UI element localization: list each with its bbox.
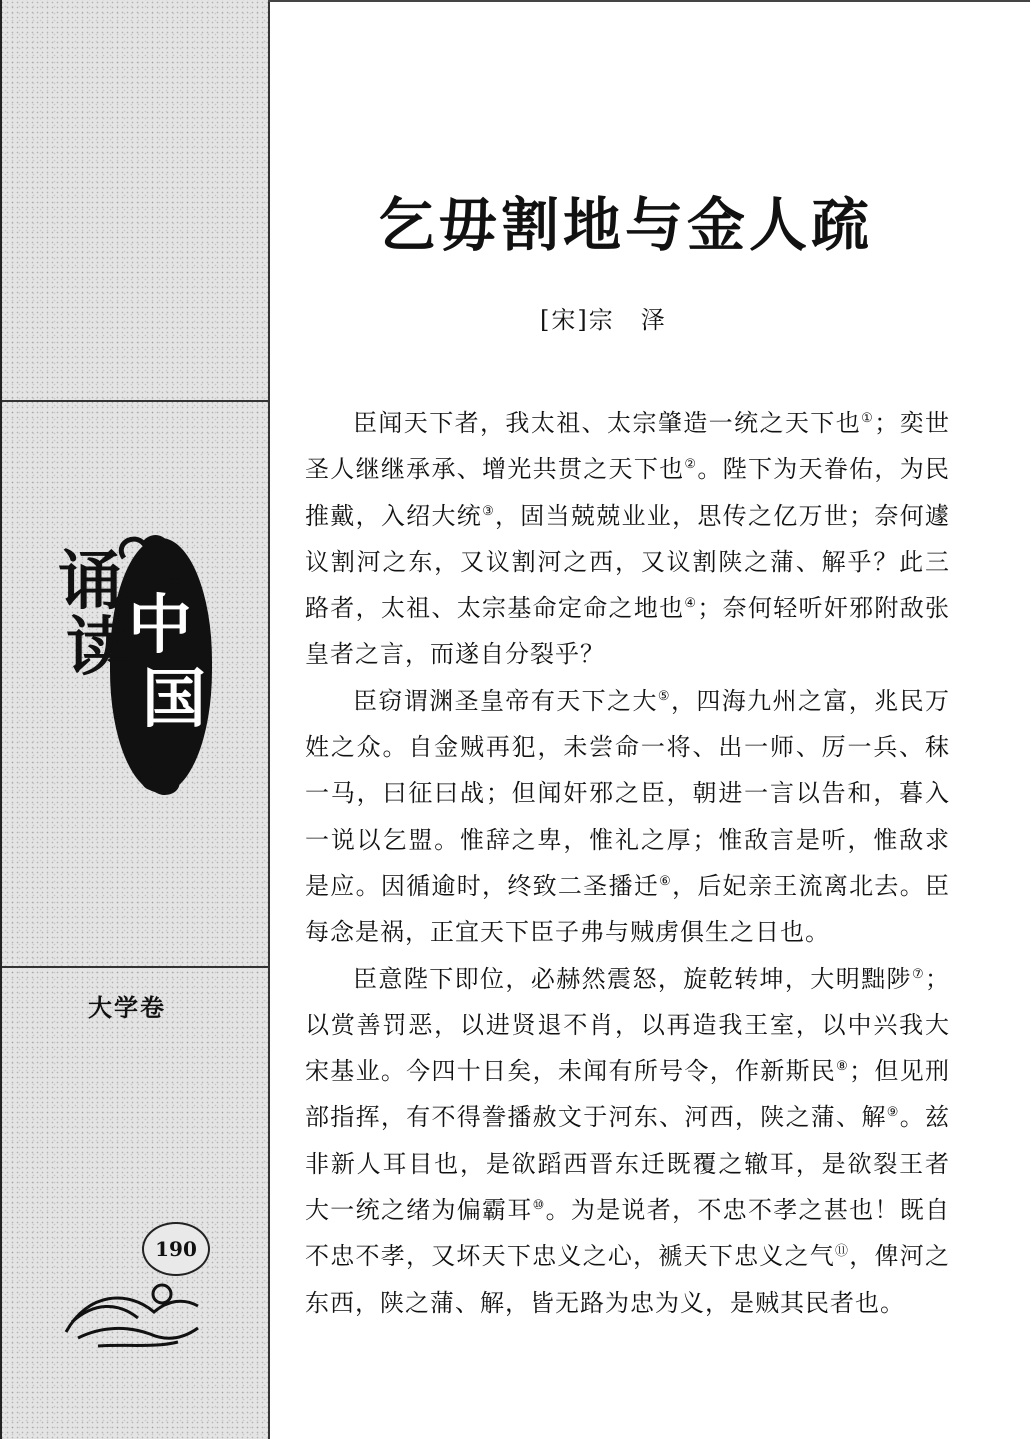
bird-ornament-icon bbox=[58, 1272, 208, 1352]
paragraph-text: ；奕世圣人继继承承、增光共贯之天下也 bbox=[305, 409, 950, 484]
footnote-marker[interactable]: ⑪ bbox=[835, 1244, 850, 1260]
footnote-marker[interactable]: ⑦ bbox=[911, 966, 925, 982]
footnote-marker[interactable]: ⑩ bbox=[532, 1198, 546, 1214]
left-edge-line bbox=[0, 0, 2, 1439]
paragraph-text: ；以赏善罚恶，以进贤退不肖，以再造我王室，以中兴我大宋基业。今四十日矣，未闻有所号令，作新斯民 bbox=[305, 964, 950, 1086]
footnote-marker[interactable]: ③ bbox=[482, 503, 496, 519]
footnote-marker[interactable]: ② bbox=[684, 457, 698, 473]
paragraph-text: 。为是说者，不忠不孝之甚也！既自不忠不孝，又坏天下忠义之心，褫天下忠义之气 bbox=[305, 1196, 951, 1271]
footnote-marker[interactable]: ⑤ bbox=[657, 688, 671, 704]
paragraph-text: ；奈何轻听奸邪附敌张皇者之言，而遂自分裂乎？ bbox=[305, 594, 951, 669]
top-border bbox=[268, 0, 1030, 2]
paragraph-text: 。陛下为天眷佑，为民推戴，入绍大统 bbox=[305, 455, 951, 530]
footnote-marker[interactable]: ① bbox=[861, 411, 875, 426]
sidebar-rule-bottom bbox=[2, 966, 268, 968]
paragraph-text: 臣窃谓渊圣皇帝有天下之大 bbox=[353, 686, 658, 715]
sidebar-divider bbox=[268, 0, 270, 1439]
article-body bbox=[305, 400, 950, 1326]
logo-char-4: 国 bbox=[142, 662, 206, 737]
paragraph-text: ；但见刑部指挥，有不得誊播赦文于河东、河西，陕之蒲、解 bbox=[305, 1057, 951, 1132]
paragraph-2 bbox=[305, 678, 950, 956]
paragraph-text: 。兹非新人耳目也，是欲蹈西晋东迁既覆之辙耳，是欲裂王者大一统之绪为偏霸耳 bbox=[305, 1103, 951, 1225]
paragraph-1 bbox=[305, 400, 950, 678]
sidebar-rule-top bbox=[2, 400, 268, 402]
footnote-marker[interactable]: ⑧ bbox=[836, 1059, 850, 1075]
series-logo bbox=[52, 518, 222, 808]
paragraph-text: ，后妃亲王流离北去。臣每念是祸，正宜天下臣子弗与贼虏俱生之日也。 bbox=[305, 871, 951, 947]
paragraph-text: 臣意陛下即位，必赫然震怒，旋乾转坤，大明黜陟 bbox=[353, 964, 912, 993]
volume-label: 大学卷 bbox=[88, 994, 166, 1022]
article-author: [宋]宗 泽 bbox=[540, 306, 667, 334]
logo-char-2: 读 bbox=[66, 610, 130, 685]
paragraph-text: 臣闻天下者，我太祖、太宗肇造一统之天下也 bbox=[353, 409, 862, 437]
article-title: 乞毋割地与金人疏 bbox=[376, 191, 873, 259]
paragraph-text: ，固当兢兢业业，思传之亿万世；奈何遽议割河之东，又议割河之西，又议割陕之蒲、解乎？此三路者，太祖、太宗基命定命之地也 bbox=[305, 501, 951, 623]
page-number bbox=[142, 1222, 210, 1276]
paragraph-text: ，四海九州之富，兆民万姓之众。自金贼再犯，未尝命一将、出一师、厉一兵、秣一马，曰征曰战；但闻奸邪之臣，朝进一言以告和，暮入一说以乞盟。惟辞之卑，惟礼之厚；惟敌言是听，惟敌求是应。因循逾时，终致二圣播迁 bbox=[305, 686, 950, 900]
logo-char-3: 中 bbox=[128, 588, 192, 663]
logo-char-1: 诵 bbox=[58, 544, 122, 619]
footnote-marker[interactable]: ⑥ bbox=[659, 873, 673, 889]
paragraph-3 bbox=[305, 956, 950, 1326]
paragraph-text: ，俾河之东西，陕之蒲、解，皆无路为忠为义，是贼其民者也。 bbox=[305, 1242, 950, 1317]
page-number-text: 190 bbox=[155, 1237, 197, 1261]
footnote-marker[interactable]: ④ bbox=[684, 596, 698, 612]
footnote-marker[interactable]: ⑨ bbox=[886, 1105, 900, 1121]
